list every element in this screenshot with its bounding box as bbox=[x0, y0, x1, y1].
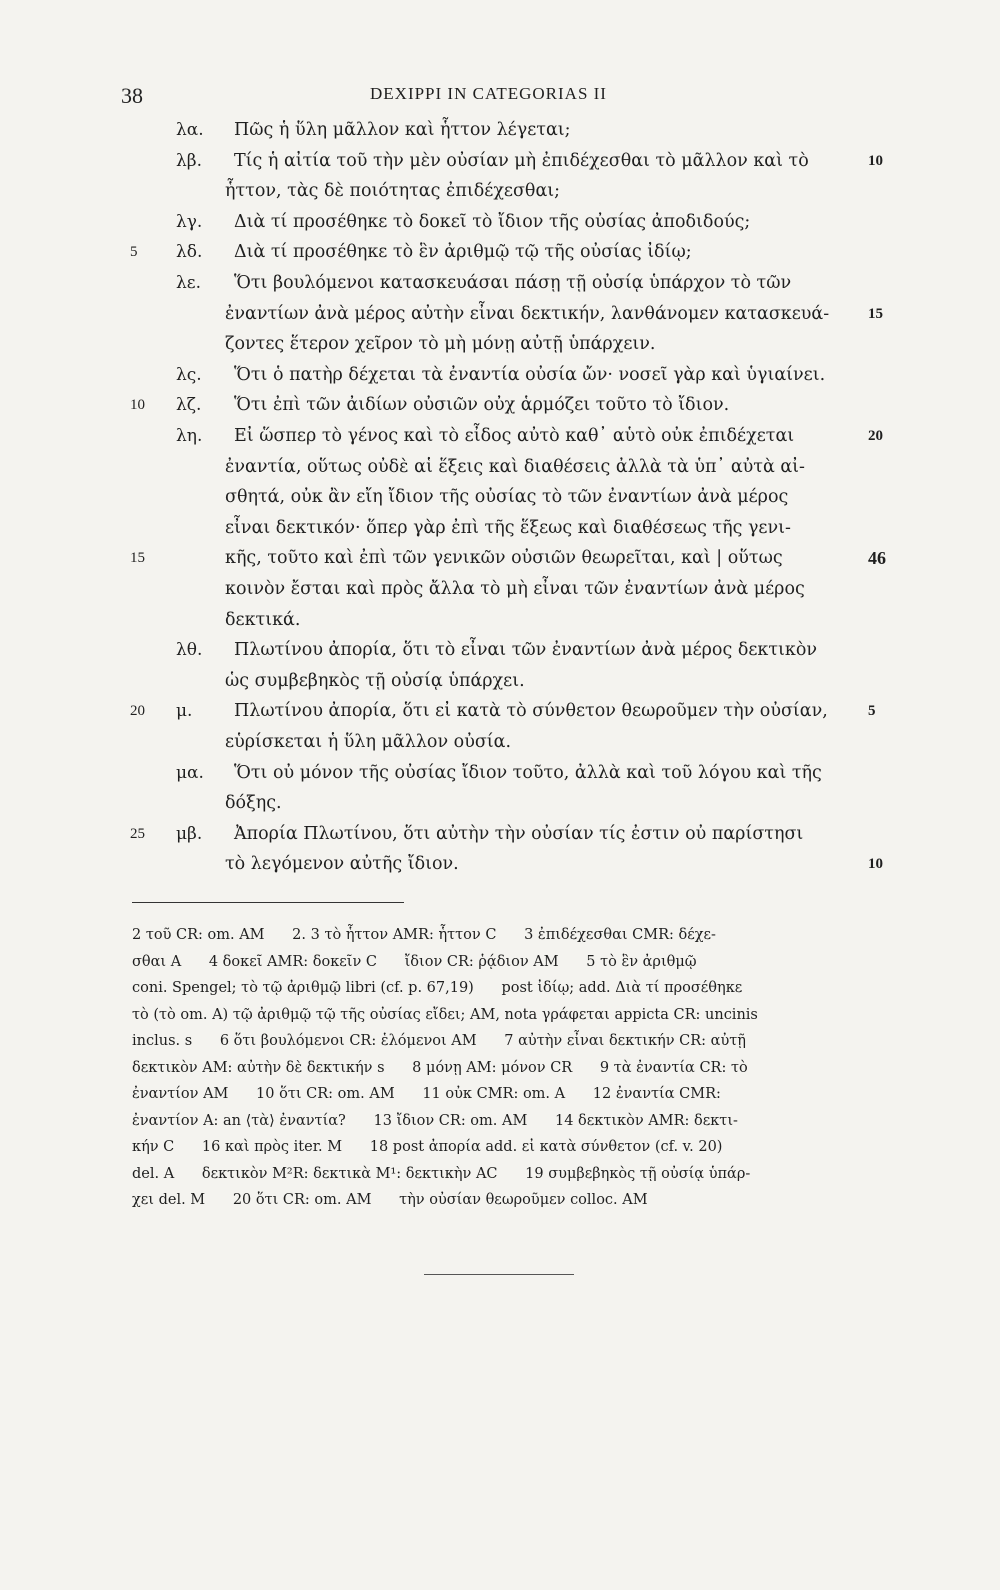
text-line bbox=[0, 237, 1000, 267]
apparatus-line: 2 τοῦ CR: om. AM 2. 3 τὸ ἧττον AMR: ἧττον C 3 ἐπιδέχεσθαι CMR: δέχε- bbox=[132, 927, 716, 943]
apparatus-line: δεκτικὸν AM: αὐτὴν δὲ δεκτικήν s 8 μόνῃ AM: μόνον CR 9 τὰ ἐναντία CR: τὸ bbox=[132, 1059, 748, 1076]
text-line bbox=[0, 421, 1000, 451]
section-marker: λη. bbox=[176, 426, 203, 446]
text-line bbox=[0, 849, 1000, 879]
apparatus-line: ἐναντίον A: an ⟨τὰ⟩ ἐναντία? 13 ἴδιον CR: om. AM 14 δεκτικὸν AMR: δεκτι- bbox=[132, 1112, 738, 1129]
line-text: δεκτικά. bbox=[225, 609, 301, 630]
apparatus-line: inclus. s 6 ὅτι βουλόμενοι CR: ἑλόμενοι AM 7 αὐτὴν εἶναι δεκτικήν CR: αὐτῇ bbox=[132, 1033, 746, 1049]
line-text: Τίς ἡ αἰτία τοῦ τὴν μὲν οὐσίαν μὴ ἐπιδέχεσθαι τὸ μᾶλλον καὶ τὸ bbox=[234, 150, 809, 171]
bottom-divider bbox=[424, 1274, 574, 1275]
line-text: Διὰ τί προσέθηκε τὸ δοκεῖ τὸ ἴδιον τῆς οὐσίας ἀποδιδούς; bbox=[234, 211, 751, 232]
section-marker: λζ. bbox=[176, 395, 202, 416]
apparatus-divider bbox=[132, 902, 404, 903]
text-line bbox=[0, 788, 1000, 818]
text-line bbox=[0, 574, 1000, 604]
apparatus-line: del. A δεκτικὸν M²R: δεκτικὰ M¹: δεκτικὴν AC 19 συμβεβηκὸς τῇ οὐσίᾳ ὑπάρ- bbox=[132, 1165, 751, 1182]
line-number-left: 25 bbox=[130, 825, 145, 842]
line-text: τὸ λεγόμενον αὐτῆς ἴδιον. bbox=[225, 854, 459, 875]
text-line bbox=[0, 605, 1000, 635]
text-line bbox=[0, 482, 1000, 512]
apparatus-line: ἐναντίον AM 10 ὅτι CR: om. AM 11 οὐκ CMR: om. A 12 ἐναντία CMR: bbox=[132, 1086, 721, 1102]
page-number: 38 bbox=[121, 83, 143, 108]
section-marker: μβ. bbox=[176, 823, 203, 844]
text-line bbox=[0, 696, 1000, 726]
line-text: Ὅτι οὐ μόνον τῆς οὐσίας ἴδιον τοῦτο, ἀλλὰ καὶ τοῦ λόγου καὶ τῆς bbox=[234, 762, 822, 783]
text-line bbox=[0, 115, 1000, 145]
section-marker: λς. bbox=[176, 364, 202, 385]
apparatus-line: κήν C 16 καὶ πρὸς iter. M 18 post ἀπορία add. εἰ κατὰ σύνθετον (cf. v. 20) bbox=[132, 1139, 723, 1155]
text-line bbox=[0, 543, 1000, 573]
apparatus-line: τὸ (τὸ om. A) τῷ ἀριθμῷ τῷ τῆς οὐσίας εἴδει; AM, nota γράφεται appicta CR: uncinis bbox=[132, 1006, 758, 1023]
text-line bbox=[0, 207, 1000, 237]
line-text: Πῶς ἡ ὕλη μᾶλλον καὶ ἧττον λέγεται; bbox=[234, 120, 571, 140]
text-line bbox=[0, 360, 1000, 390]
line-number-right: 10 bbox=[868, 856, 883, 873]
line-text: ἐναντίων ἀνὰ μέρος αὐτὴν εἶναι δεκτικήν, λανθάνομεν κατασκευά- bbox=[225, 303, 830, 324]
line-text: Διὰ τί προσέθηκε τὸ ἓν ἀριθμῷ τῷ τῆς οὐσίας ἰδίῳ; bbox=[234, 242, 692, 263]
line-text: κοινὸν ἔσται καὶ πρὸς ἄλλα τὸ μὴ εἶναι τῶν ἐναντίων ἀνὰ μέρος bbox=[225, 579, 805, 599]
text-line bbox=[0, 176, 1000, 206]
line-number-left: 15 bbox=[130, 550, 145, 567]
section-marker: λα. bbox=[176, 120, 204, 140]
line-text: ὡς συμβεβηκὸς τῇ οὐσίᾳ ὑπάρχει. bbox=[225, 670, 525, 691]
apparatus-line: χει del. M 20 ὅτι CR: om. AM τὴν οὐσίαν θεωροῦμεν colloc. AM bbox=[132, 1192, 648, 1208]
text-line bbox=[0, 666, 1000, 696]
text-line bbox=[0, 635, 1000, 665]
line-text: κῆς, τοῦτο καὶ ἐπὶ τῶν γενικῶν οὐσιῶν θεωρεῖται, καὶ | οὕτως bbox=[225, 548, 783, 569]
apparatus-line: coni. Spengel; τὸ τῷ ἀριθμῷ libri (cf. p. 67,19) post ἰδίῳ; add. Διὰ τί προσέθηκε bbox=[132, 980, 743, 996]
line-text: Εἰ ὥσπερ τὸ γένος καὶ τὸ εἶδος αὐτὸ καθ᾽ αὑτὸ οὐκ ἐπιδέχεται bbox=[234, 426, 795, 446]
line-text: ἐναντία, οὕτως οὐδὲ αἱ ἕξεις καὶ διαθέσεις ἀλλὰ τὰ ὑπ᾽ αὐτὰ αἰ- bbox=[225, 456, 805, 477]
section-marker: μα. bbox=[176, 762, 204, 783]
line-number-left: 10 bbox=[130, 397, 145, 414]
line-text: Πλωτίνου ἀπορία, ὅτι τὸ εἶναι τῶν ἐναντίων ἀνὰ μέρος δεκτικὸν bbox=[234, 640, 818, 661]
line-text: Ὅτι βουλόμενοι κατασκευάσαι πάσῃ τῇ οὐσίᾳ ὑπάρχον τὸ τῶν bbox=[234, 273, 792, 293]
line-text: Ὅτι ὁ πατὴρ δέχεται τὰ ἐναντία οὐσία ὤν· νοσεῖ γὰρ καὶ ὑγιαίνει. bbox=[234, 364, 826, 385]
line-text: Πλωτίνου ἀπορία, ὅτι εἰ κατὰ τὸ σύνθετον θεωροῦμεν τὴν οὐσίαν, bbox=[234, 701, 828, 722]
line-number-right: 20 bbox=[868, 428, 883, 444]
line-number-right: 15 bbox=[868, 305, 883, 322]
section-marker: λγ. bbox=[176, 211, 203, 232]
line-number-left: 20 bbox=[130, 703, 145, 720]
line-text: δόξης. bbox=[225, 793, 282, 814]
text-line bbox=[0, 452, 1000, 482]
apparatus-line: σθαι A 4 δοκεῖ AMR: δοκεῖν C ἴδιον CR: ῥᾴδιον AM 5 τὸ ἓν ἀριθμῷ bbox=[132, 953, 697, 970]
text-line bbox=[0, 299, 1000, 329]
section-marker: λθ. bbox=[176, 640, 203, 661]
line-text: εἶναι δεκτικόν· ὅπερ γὰρ ἐπὶ τῆς ἕξεως καὶ διαθέσεως τῆς γενι- bbox=[225, 517, 791, 538]
section-marker: λε. bbox=[176, 273, 201, 293]
text-line bbox=[0, 146, 1000, 176]
section-marker: λβ. bbox=[176, 150, 203, 171]
text-line bbox=[0, 727, 1000, 757]
line-text: Ἀπορία Πλωτίνου, ὅτι αὐτὴν τὴν οὐσίαν τίς ἐστιν οὐ παρίστησι bbox=[234, 823, 804, 844]
line-number-right: 46 bbox=[868, 548, 886, 569]
text-line bbox=[0, 819, 1000, 849]
text-line bbox=[0, 390, 1000, 420]
line-text: ἧττον, τὰς δὲ ποιότητας ἐπιδέχεσθαι; bbox=[225, 181, 561, 202]
line-text: ζοντες ἕτερον χεῖρον τὸ μὴ μόνῃ αὐτῇ ὑπάρχειν. bbox=[225, 334, 656, 355]
line-text: Ὅτι ἐπὶ τῶν ἀιδίων οὐσιῶν οὐχ ἁρμόζει τοῦτο τὸ ἴδιον. bbox=[234, 395, 730, 416]
line-number-right: 5 bbox=[868, 703, 876, 720]
line-number-left: 5 bbox=[130, 244, 138, 261]
line-text: εὑρίσκεται ἡ ὕλη μᾶλλον οὐσία. bbox=[225, 732, 512, 752]
text-line bbox=[0, 513, 1000, 543]
section-marker: μ. bbox=[176, 701, 193, 722]
line-text: σθητά, οὐκ ἂν εἴη ἴδιον τῆς οὐσίας τὸ τῶν ἐναντίων ἀνὰ μέρος bbox=[225, 487, 789, 508]
section-marker: λδ. bbox=[176, 242, 203, 263]
running-title: DEXIPPI IN CATEGORIAS II bbox=[370, 84, 607, 103]
text-line bbox=[0, 268, 1000, 298]
text-line bbox=[0, 329, 1000, 359]
text-line bbox=[0, 758, 1000, 788]
line-number-right: 10 bbox=[868, 152, 883, 169]
